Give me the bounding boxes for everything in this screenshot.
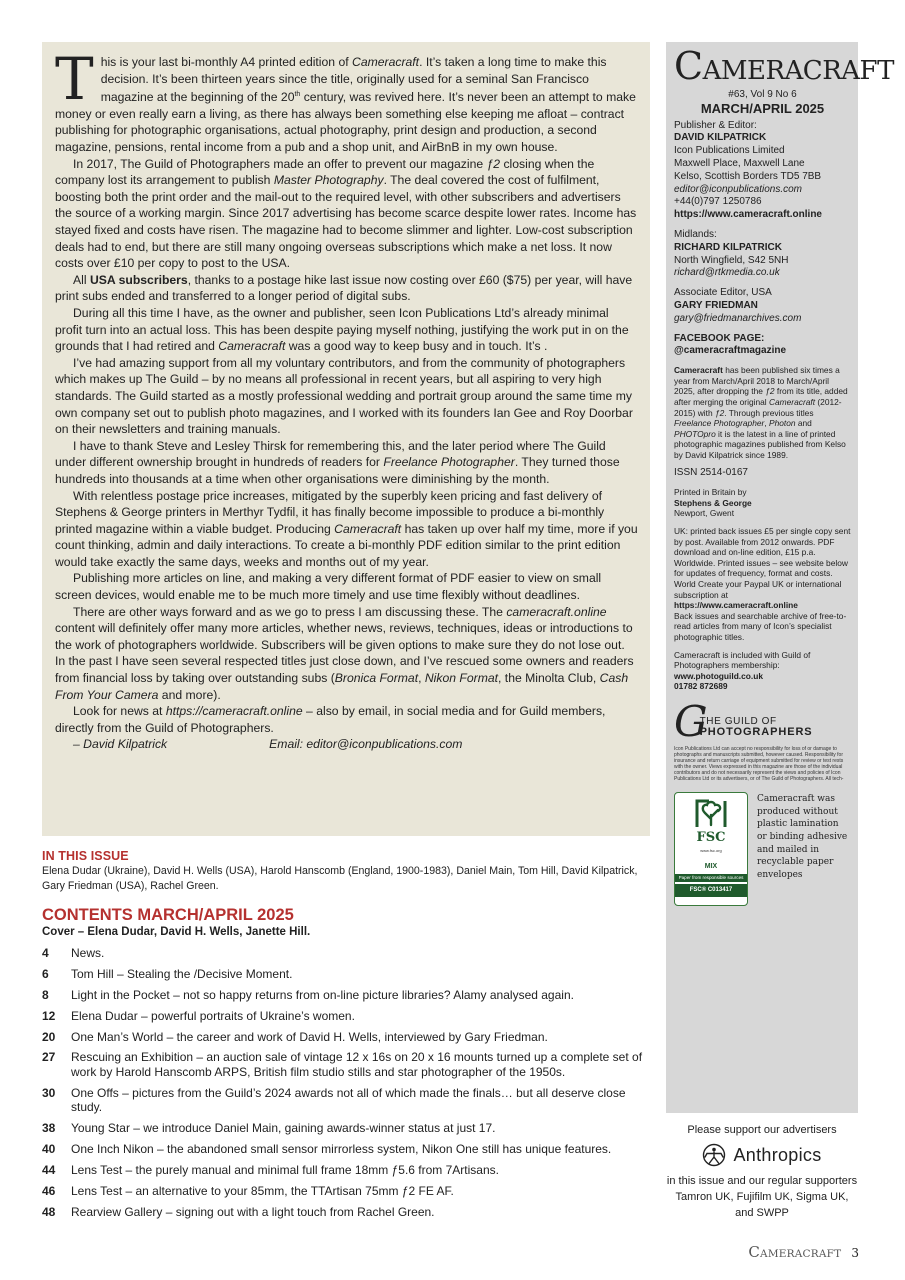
contents-page-number: 6: [42, 966, 49, 981]
contents-item[interactable]: [42, 1205, 648, 1220]
editorial-paragraph: I have to thank Steve and Lesley Thirsk for remembering this, and the later period where The Guild under different ownership brought in hundreds of readers for Freelance Photographer. They turned those hundreds into thousands at a time when other organisations were diminishing by the month.: [55, 438, 620, 486]
anthropics-wordmark: Anthropics: [733, 1145, 822, 1165]
guild-of-photographers-logo: G THE GUILD OF PHOTOGRAPHERS: [674, 696, 813, 746]
page-number: 3: [851, 1246, 859, 1260]
fsc-block: [674, 792, 851, 906]
website-link[interactable]: https://www.cameracraft.online: [674, 209, 822, 221]
footer-logo: CAMERACRAFT: [748, 1243, 842, 1261]
contents-page-number: 40: [42, 1142, 56, 1157]
editorial-paragraph: All USA subscribers, thanks to a postage hike last issue now costing over £60 ($75) per year, will have print subs ended and transferred to a longer period of digital subs.: [55, 272, 633, 304]
contents-item-text: Young Star – we introduce Daniel Main, gaining awards-winner status at just 17.: [71, 1121, 496, 1136]
contents-item-text: One Man’s World – the career and work of David H. Wells, interviewed by Gary Friedman.: [71, 1029, 548, 1044]
midlands-block: Midlands: RICHARD KILPATRICK North Wingfield, S42 5NH richard@rtkmedia.co.uk: [674, 229, 851, 280]
contents-item-text: Light in the Pocket – not so happy returns from on-line picture libraries? Alamy analysed again.: [71, 987, 574, 1002]
cover-credits: Cover – Elena Dudar, David H. Wells, Janette Hill.: [42, 926, 311, 938]
contents-item[interactable]: [42, 1050, 648, 1079]
news-link[interactable]: https://cameracraft.online: [165, 704, 303, 719]
contents-item-text: Tom Hill – Stealing the /Decisive Moment.: [71, 966, 293, 981]
guild-link[interactable]: www.photoguild.co.uk: [674, 670, 764, 681]
facebook-link[interactable]: @cameracraftmagazine: [674, 345, 787, 357]
contents-page-number: 48: [42, 1204, 56, 1219]
contents-item-text: Lens Test – an alternative to your 85mm, the TTArtisan 75mm ƒ2 FE AF.: [71, 1183, 454, 1198]
advertisers-block: [666, 1122, 858, 1221]
facebook-block: FACEBOOK PAGE: @cameracraftmagazine: [674, 333, 851, 359]
contents-item[interactable]: [42, 1009, 648, 1024]
contents-item-text: One Offs – pictures from the Guild’s 2024 awards not all of which made the finals… but all deserve close study.: [71, 1085, 626, 1115]
contents-item-text: Elena Dudar – powerful portraits of Ukraine’s women.: [71, 1008, 355, 1023]
contents-page-number: 12: [42, 1008, 56, 1023]
contents-item[interactable]: [42, 1142, 648, 1157]
editorial-paragraph: Look for news at https://cameracraft.online – also by email, in social media and for Guild members, directly from the Guild of Photographers.: [55, 704, 606, 735]
editorial-paragraph: During all this time I have, as the owner and publisher, seen Icon Publications Ltd’s already minimal profit turn into an actual loss. This has been despite paying myself nothing, justifying the work put in on the grounds that I had retired and Cameracraft was a good way to keep busy and in touch. It’s .: [55, 305, 629, 354]
editorial-paragraph: In 2017, The Guild of Photographers made an offer to prevent our magazine ƒ2 closing when the company lost its arrangement to publish Master Photography. The deal covered the cost of fulfilment, boosting both the print order and the mail-out to the required level, with other subscribers and advertisers the source of a working margin. Since 2017 advertising has become scarce despite lower rates. Income has stayed fixed and costs have risen. The magazine had to become slimmer and lighter. Low-cost subscription deals had to end, but there are still many ongoing overseas subscriptions which make a net loss. It now costs over £10 per copy to post to the USA.: [55, 156, 637, 271]
guild-block: Cameracraft is included with Guild of Photographers membership: www.photoguild.co.uk 01782 872689: [674, 650, 851, 692]
subscriptions-block: UK: printed back issues £5 per single copy sent by post. Available from 2012 onwards. PDF download and on-line edition, £15 p.a. Worldwide. Printed issues – see website below for updates of frequency, format and costs. World Create your Paypal UK or international subscription at https://www.cameracraft.online Back issues and searchable archive of free-to-read articles from many of Icon’s specialist photographic titles.: [674, 526, 851, 642]
contents-heading: CONTENTS MARCH/APRIL 2025: [42, 906, 294, 924]
contents-item-text: Rearview Gallery – signing out with a light touch from Rachel Green.: [71, 1204, 435, 1219]
midlands-email[interactable]: richard@rtkmedia.co.uk: [674, 267, 780, 279]
contents-page-number: 46: [42, 1183, 56, 1198]
contents-page-number: 8: [42, 987, 49, 1002]
advertisers-line: Please support our advertisers: [687, 1124, 837, 1136]
cameracraft-logo: CAMERACRAFT: [674, 44, 894, 88]
issue-number: #63, Vol 9 No 6: [728, 89, 797, 100]
guild-phone: 01782 872689: [674, 681, 728, 692]
in-this-issue-heading: IN THIS ISSUE: [42, 849, 129, 863]
drop-cap: T: [55, 45, 94, 113]
publisher-email[interactable]: editor@iconpublications.com: [674, 183, 802, 195]
editorial-paragraph: With relentless postage price increases, mitigated by the superbly keen pricing and fast delivery of Stephens & George printers in Merthyr Tydfil, it has finally become impossible to produce a bi-monthly printed magazine within a viable budget. Producing Cameracraft has taken up over half my time, more if you count thinking, admin and daily interactions. To create a bi-monthly PDF edition similar to the print edition would take exactly the same days, weeks and months out of my year.: [55, 488, 638, 569]
contents-page-number: 4: [42, 946, 49, 960]
contents-page-number: 20: [42, 1029, 56, 1044]
signature: – David Kilpatrick: [73, 737, 168, 752]
editorial-paragraph: Publishing more articles on line, and making a very different format of PDF easier to view on small screen devices, would enable me to be much more timely and use time flexibly without deadlines.: [55, 571, 602, 603]
anthropics-emblem-icon: [702, 1143, 726, 1167]
publisher-block: Publisher & Editor: DAVID KILPATRICK Icon Publications Limited Maxwell Place, Maxwell Lane Kelso, Scottish Borders TD5 7BB editor@iconpublications.com +44(0)797 1250786 https://www.cameracraft.online: [674, 120, 851, 222]
fsc-statement: Cameracraft was produced without plastic lamination or binding adhesive and mailed in recyclable paper envelopes: [757, 793, 848, 881]
printer-block: Printed in Britain by Stephens & George Newport, Gwent: [674, 487, 752, 519]
signoff: [55, 736, 638, 753]
contents-item[interactable]: [42, 988, 648, 1003]
subscription-link[interactable]: https://www.cameracraft.online: [674, 600, 798, 611]
about-block: Cameracraft has been published six times a year from March/April 2018 to March/April 2025, after dropping the ƒ2 from its title, added after merging the original Cameracraft (2012-2015) with ƒ2. Through previous titles Freelance Photographer, Photon and PHOTOpro it is the latest in a line of printed photographic magazines published from Kelso by David Kilpatrick since 1989.: [674, 365, 848, 460]
issn: ISSN 2514-0167: [674, 467, 748, 479]
contents-item-text: Lens Test – the purely manual and minimal full frame 18mm ƒ5.6 from 7Artisans.: [71, 1163, 499, 1178]
contents-item[interactable]: [42, 1121, 648, 1136]
contents-page-number: 27: [42, 1050, 56, 1065]
page-footer: [748, 1243, 859, 1261]
editorial-paragraph: I’ve had amazing support from all my voluntary contributors, and from the community of photographers which makes up The Guild – by no means all professional in recent years, but all aspiring to very high standards. The Guild started as a mostly professional wedding and portrait group around the same time my own company set out to publish photo magazines, and I worked with its founders Ian Gee and Roy Doorbar on their newsletters and training manuals.: [55, 355, 633, 437]
contents-item-text: Rescuing an Exhibition – an auction sale of vintage 12 x 16s on 20 x 16 mounts turned up a complete set of work by Harold Hanscomb ARPS, British film studio stills and star photographer of the 1950s.: [71, 1050, 643, 1079]
in-this-issue-text: Elena Dudar (Ukraine), David H. Wells (USA), Harold Hanscomb (England, 1900-1983), Daniel Main, Tom Hill, David Kilpatrick, Gary Friedman (USA), Rachel Green.: [42, 865, 638, 892]
contents-item[interactable]: [42, 946, 648, 961]
contents-item[interactable]: [42, 1030, 648, 1045]
fsc-logo: FSC www.fsc.org MIX Paper from responsible sources FSC® C013417: [674, 792, 748, 906]
supporters-line: in this issue and our regular supporters Tamron UK, Fujifilm UK, Sigma UK, and SWPP: [666, 1175, 858, 1219]
contents-item-text: One Inch Nikon – the abandoned small sensor mirrorless system, Nikon One still has unique features.: [71, 1142, 612, 1157]
fsc-tree-icon: [691, 797, 731, 831]
disclaimer: Icon Publications Ltd can accept no responsibility for loss of or damage to photographs and manuscripts submitted, however caused. Responsibility for insurance and return carriage of equipment submitted for review or test rests with the owner. Views expressed in this magazine are those of the individual contributors and do not necessarily represent the views and policies of Icon Publications Ltd or its advertisers, or of The Guild of Photographers. All tech-: [674, 745, 844, 782]
contents-item[interactable]: [42, 1184, 648, 1199]
associate-editor-block: Associate Editor, USA GARY FRIEDMAN gary@friedmanarchives.com: [674, 287, 851, 325]
contents-item-text: News.: [71, 946, 105, 960]
masthead-sidebar: [666, 42, 894, 1113]
contents-page-number: 44: [42, 1163, 56, 1178]
contents-item[interactable]: [42, 1163, 648, 1178]
publisher-phone: +44(0)797 1250786: [674, 196, 762, 208]
editorial-box: [42, 42, 650, 836]
editorial-paragraph: This is your last bi-monthly A4 printed edition of Cameracraft. It’s taken a long time to make this decision. It’s been thirteen years since the title, originally used for a seminal San Francisco magazine at the beginning of the 20th century, was revived here. It’s never been an attempt to make money or even really earn a living, as there has always been something else keeping me afloat – contract publishing for photographic organisations, actual photography, print design and production, a second magazine, pensions, rental income from a pub and a shop unit, and AirBnB in my own house.: [55, 45, 636, 155]
anthropics-logo[interactable]: [666, 1143, 858, 1167]
issue-date: MARCH/APRIL 2025: [700, 100, 825, 116]
contents-item[interactable]: [42, 1086, 648, 1115]
contents-list: [42, 946, 648, 1226]
contents-page-number: 30: [42, 1085, 56, 1100]
contents-page-number: 38: [42, 1121, 56, 1136]
contents-item[interactable]: [42, 967, 648, 982]
editor-email[interactable]: Email: editor@iconpublications.com: [269, 737, 463, 752]
associate-email[interactable]: gary@friedmanarchives.com: [674, 312, 802, 324]
editorial-paragraph: There are other ways forward and as we go to press I am discussing these. The cameracraft.online content will definitely offer many more articles, whether news, reviews, techniques, ideas or introductions to the work of photographers worldwide. Subscribers will be given options to make sure they do not lose out. In the past I have seen several respected titles just close down, and I’ve rescued some owners and readers from financial loss by taking over outstanding subs (Bronica Format, Nikon Format, the Minolta Club, Cash From Your Camera and more).: [55, 604, 634, 702]
